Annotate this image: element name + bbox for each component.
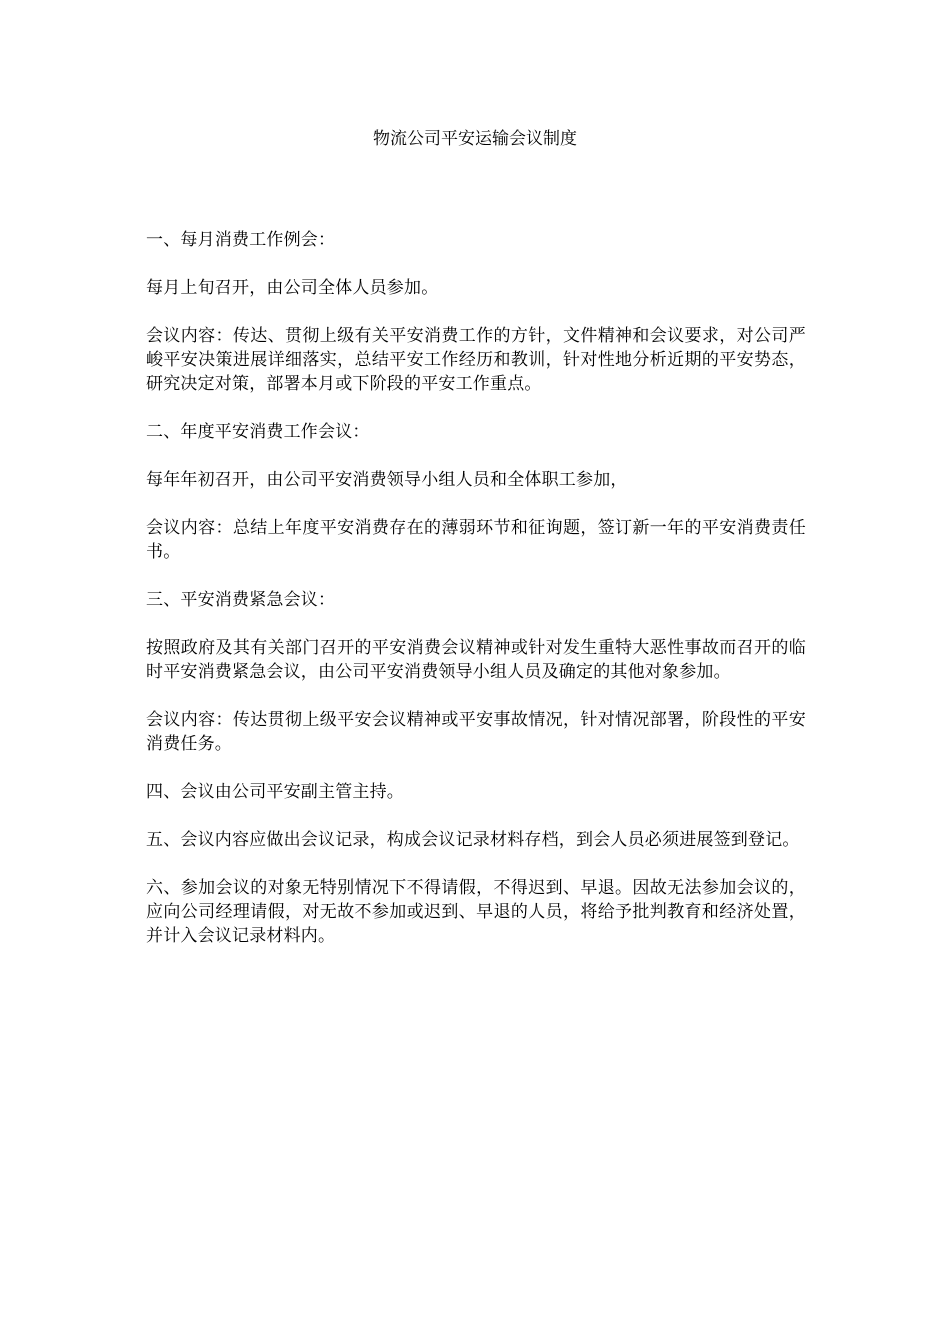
page-title: 物流公司平安运输会议制度	[373, 129, 577, 149]
paragraph: 每月上旬召开，由公司全体人员参加。	[146, 278, 439, 298]
section-item-4: 四、会议由公司平安副主管主持。	[146, 782, 404, 802]
paragraph: 会议内容：传达、贯彻上级有关平安消费工作的方针，文件精神和会议要求，对公司严峻平安决策进展详细落实，总结平安工作经历和教训，针对性地分析近期的平安势态，研究决定对策，部署本月或下阶段的平安工作重点。	[146, 326, 806, 394]
section-item-6: 六、参加会议的对象无特别情况下不得请假，不得迟到、早退。因故无法参加会议的，应向公司经理请假，对无故不参加或迟到、早退的人员，将给予批判教育和经济处置，并计入会议记录材料内。	[146, 878, 806, 946]
section-heading-2: 二、年度平安消费工作会议：	[146, 422, 370, 442]
section-heading-1: 一、每月消费工作例会：	[146, 230, 336, 250]
document-body	[146, 228, 806, 972]
paragraph: 每年年初召开，由公司平安消费领导小组人员和全体职工参加，	[146, 470, 628, 490]
section-item-5: 五、会议内容应做出会议记录，构成会议记录材料存档，到会人员必须进展签到登记。	[146, 830, 800, 850]
paragraph: 会议内容：传达贯彻上级平安会议精神或平安事故情况，针对情况部署，阶段性的平安消费任务。	[146, 710, 806, 754]
paragraph: 会议内容：总结上年度平安消费存在的薄弱环节和征询题，签订新一年的平安消费责任书。	[146, 518, 806, 562]
section-heading-3: 三、平安消费紧急会议：	[146, 590, 336, 610]
paragraph: 按照政府及其有关部门召开的平安消费会议精神或针对发生重特大恶性事故而召开的临时平安消费紧急会议，由公司平安消费领导小组人员及确定的其他对象参加。	[146, 638, 806, 682]
